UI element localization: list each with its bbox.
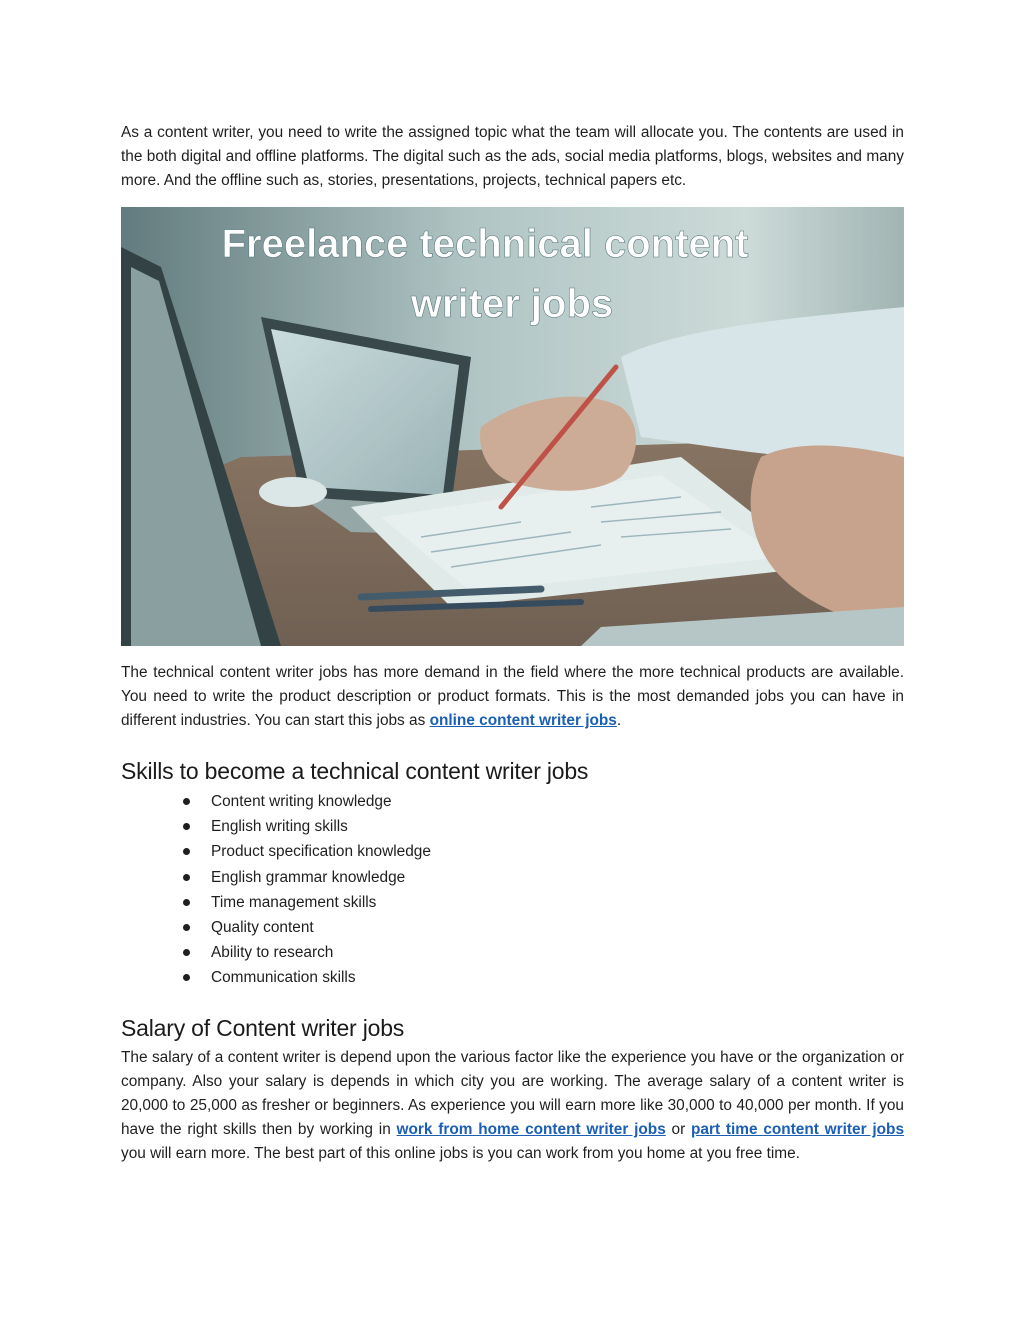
- salary-text-2: or: [665, 1121, 692, 1138]
- list-item-label: English grammar knowledge: [211, 868, 406, 886]
- salary-text-1: The salary of a content writer is depend upon the various factor like the experience you have or the organization or company. Also your salary is depends in which city you are working. The average salary of a content writer is 20,000 to 25,000 as fresher or beginners. As experience you will earn more like 30,000 to 40,000 per month. If you have the right skills then by working in: [121, 1049, 904, 1138]
- technical-jobs-text-end: .: [616, 712, 622, 729]
- bullet-icon: [183, 874, 190, 881]
- bullet-icon: [183, 899, 190, 906]
- list-item-label: Ability to research: [211, 944, 334, 962]
- list-item: [0, 890, 431, 915]
- list-item: [0, 865, 431, 890]
- list-item-label: Time management skills: [211, 893, 377, 911]
- technical-jobs-paragraph: [121, 661, 904, 733]
- skills-heading: Skills to become a technical content writer jobs: [121, 758, 589, 784]
- bullet-icon: [183, 949, 190, 956]
- bullet-icon: [183, 848, 190, 855]
- intro-paragraph: As a content writer, you need to write the assigned topic what the team will allocate you. The contents are used in the both digital and offline platforms. The digital such as the ads, social media platforms, blogs, websites and many more. And the offline such as, stories, presentations, projects, technical papers etc.: [121, 124, 904, 189]
- bullet-icon: [183, 924, 190, 931]
- hero-title-line1: Freelance technical content: [221, 222, 749, 266]
- list-item: [0, 839, 431, 864]
- list-item: [0, 789, 431, 814]
- salary-text-3: you will earn more. The best part of this online jobs is you can work from you home at you free time.: [121, 1145, 800, 1162]
- list-item-label: Quality content: [211, 918, 314, 936]
- list-item: [0, 814, 431, 839]
- hero-title-line2: writer jobs: [410, 282, 614, 326]
- list-item: [0, 940, 431, 965]
- salary-paragraph: [121, 1046, 904, 1166]
- salary-heading: Salary of Content writer jobs: [121, 1015, 405, 1041]
- skills-list: [0, 789, 431, 991]
- list-item-label: Communication skills: [211, 969, 356, 987]
- hero-image: [121, 207, 904, 646]
- part-time-jobs-link[interactable]: part time content writer jobs: [691, 1121, 905, 1138]
- bullet-icon: [183, 974, 190, 981]
- list-item-label: Product specification knowledge: [211, 843, 431, 861]
- bullet-icon: [183, 798, 190, 805]
- work-from-home-jobs-link[interactable]: work from home content writer jobs: [396, 1121, 666, 1138]
- list-item: [0, 965, 431, 990]
- list-item-label: Content writing knowledge: [211, 793, 392, 810]
- online-content-writer-jobs-link[interactable]: online content writer jobs: [429, 712, 617, 729]
- list-item: [0, 915, 431, 940]
- bullet-icon: [183, 823, 190, 830]
- technical-jobs-text: The technical content writer jobs has more demand in the field where the more technical products are available. You need to write the product description or product formats. This is the most demanded jobs you can have in different industries. You can start this jobs as: [121, 664, 904, 729]
- list-item-label: English writing skills: [211, 818, 348, 836]
